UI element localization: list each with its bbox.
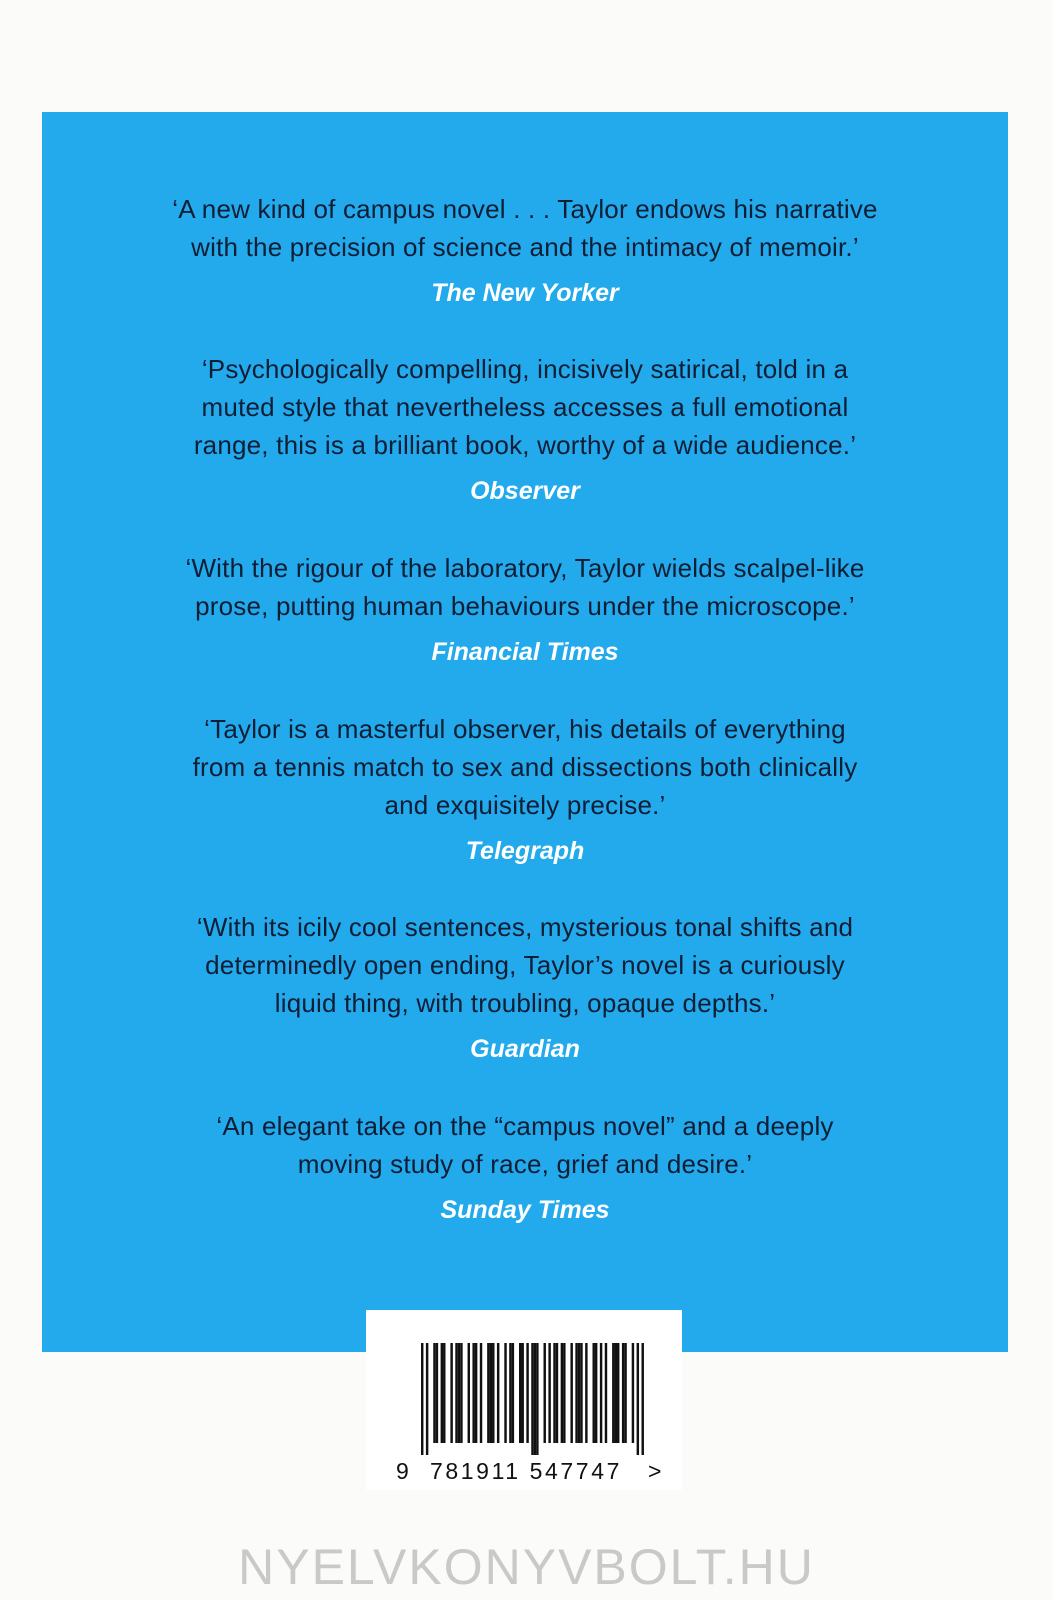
review-source: Financial Times	[431, 638, 619, 666]
barcode-bar	[509, 1343, 511, 1443]
barcode-bar	[563, 1343, 565, 1443]
barcode-bar	[421, 1343, 423, 1455]
barcode-bar	[450, 1343, 452, 1443]
barcode-bar	[512, 1343, 514, 1443]
barcode-bar	[455, 1343, 457, 1443]
review-blurb	[42, 908, 1008, 1064]
barcode-bar	[605, 1343, 607, 1443]
isbn-digits: 781911 547747	[430, 1458, 622, 1484]
quote-line: with the precision of science and the intimacy of memoir.’	[191, 232, 859, 262]
quote-line: and exquisitely precise.’	[384, 790, 666, 820]
barcode-bar	[504, 1343, 506, 1443]
barcode-bar	[637, 1343, 639, 1455]
barcode-bar	[460, 1343, 462, 1443]
quote-line: ‘An elegant take on the “campus novel” and a deeply	[216, 1111, 834, 1141]
review-quote	[42, 710, 1008, 824]
barcode-bar	[492, 1343, 494, 1443]
quote-line: ‘A new kind of campus novel . . . Taylor endows his narrative	[172, 194, 878, 224]
quote-line: from a tennis match to sex and dissections both clinically	[192, 752, 858, 782]
barcode-bar	[580, 1343, 582, 1443]
review-blurb	[42, 710, 1008, 866]
barcode-bar	[497, 1343, 499, 1443]
barcode-bar	[468, 1343, 470, 1443]
review-quote	[42, 549, 1008, 625]
barcode-bar	[475, 1343, 477, 1443]
isbn-number	[396, 1458, 686, 1486]
barcode-bar	[578, 1343, 580, 1443]
barcode-bar	[553, 1343, 555, 1443]
barcode-bar	[487, 1343, 489, 1443]
barcode-bar	[536, 1343, 538, 1455]
quote-line: muted style that nevertheless accesses a full emotional	[201, 392, 849, 422]
barcode-bar	[544, 1343, 546, 1443]
review-blurb	[42, 549, 1008, 667]
review-blurb	[42, 190, 1008, 308]
barcode-area	[366, 1310, 682, 1490]
quote-line: range, this is a brilliant book, worthy of a wide audience.’	[193, 430, 857, 460]
review-quote	[42, 350, 1008, 464]
barcode-bar	[472, 1343, 474, 1443]
review-source: Observer	[470, 477, 580, 505]
barcode-bar	[480, 1343, 482, 1443]
review-quote	[42, 190, 1008, 266]
barcode-bar	[575, 1343, 577, 1443]
barcode-bar	[436, 1343, 438, 1443]
quote-line: liquid thing, with troubling, opaque depths.’	[274, 988, 776, 1018]
quote-line: ‘Psychologically compelling, incisively satirical, told in a	[201, 354, 849, 384]
barcode-bar	[526, 1343, 528, 1443]
barcode-bar	[441, 1343, 443, 1443]
barcode-bar	[595, 1343, 597, 1443]
barcode-bar	[600, 1343, 602, 1443]
quote-line: ‘With the rigour of the laboratory, Taylor wields scalpel-like	[185, 553, 865, 583]
barcode-bar	[521, 1343, 523, 1443]
barcode-bar	[534, 1343, 536, 1455]
barcode-bar	[617, 1343, 619, 1443]
review-quote	[42, 908, 1008, 1022]
review-source: Sunday Times	[440, 1196, 610, 1224]
back-cover-panel	[42, 112, 1008, 1352]
barcode-bar	[622, 1343, 624, 1443]
barcode-bar	[593, 1343, 595, 1443]
quote-line: ‘With its icily cool sentences, mysterious tonal shifts and	[196, 912, 854, 942]
barcode-bar	[556, 1343, 558, 1443]
review-blurb	[42, 1107, 1008, 1225]
barcode-bar	[570, 1343, 572, 1443]
quote-line: moving study of race, grief and desire.’	[297, 1149, 753, 1179]
barcode-bar	[426, 1343, 428, 1455]
quote-line: determinedly open ending, Taylor’s novel is a curiously	[205, 950, 845, 980]
barcode-bar	[585, 1343, 587, 1443]
barcode-bar	[458, 1343, 460, 1443]
barcode-bar	[632, 1343, 634, 1443]
review-source: Guardian	[470, 1035, 580, 1063]
barcode-bar	[561, 1343, 563, 1443]
isbn-arrow: >	[648, 1458, 663, 1484]
watermark-text: NYELVKONYVBOLT.HU	[238, 1539, 815, 1595]
quote-line: prose, putting human behaviours under the microscope.’	[195, 591, 855, 621]
quote-line: ‘Taylor is a masterful observer, his details of everything	[204, 714, 846, 744]
review-source: Telegraph	[465, 837, 585, 865]
barcode-bar	[490, 1343, 492, 1443]
review-source: The New Yorker	[431, 279, 619, 307]
review-blurb	[42, 350, 1008, 506]
barcode-bar	[519, 1343, 521, 1443]
barcode-bar	[531, 1343, 533, 1455]
barcode-graphic	[421, 1343, 651, 1455]
barcode-bar	[612, 1343, 614, 1443]
isbn-prefix-digit: 9	[396, 1458, 410, 1484]
barcode-bar	[433, 1343, 435, 1443]
review-quote	[42, 1107, 1008, 1183]
barcode-bar	[548, 1343, 550, 1443]
barcode-bar	[615, 1343, 617, 1443]
barcode-bar	[624, 1343, 626, 1443]
barcode-bar	[443, 1343, 445, 1443]
barcode-bar	[642, 1343, 644, 1455]
